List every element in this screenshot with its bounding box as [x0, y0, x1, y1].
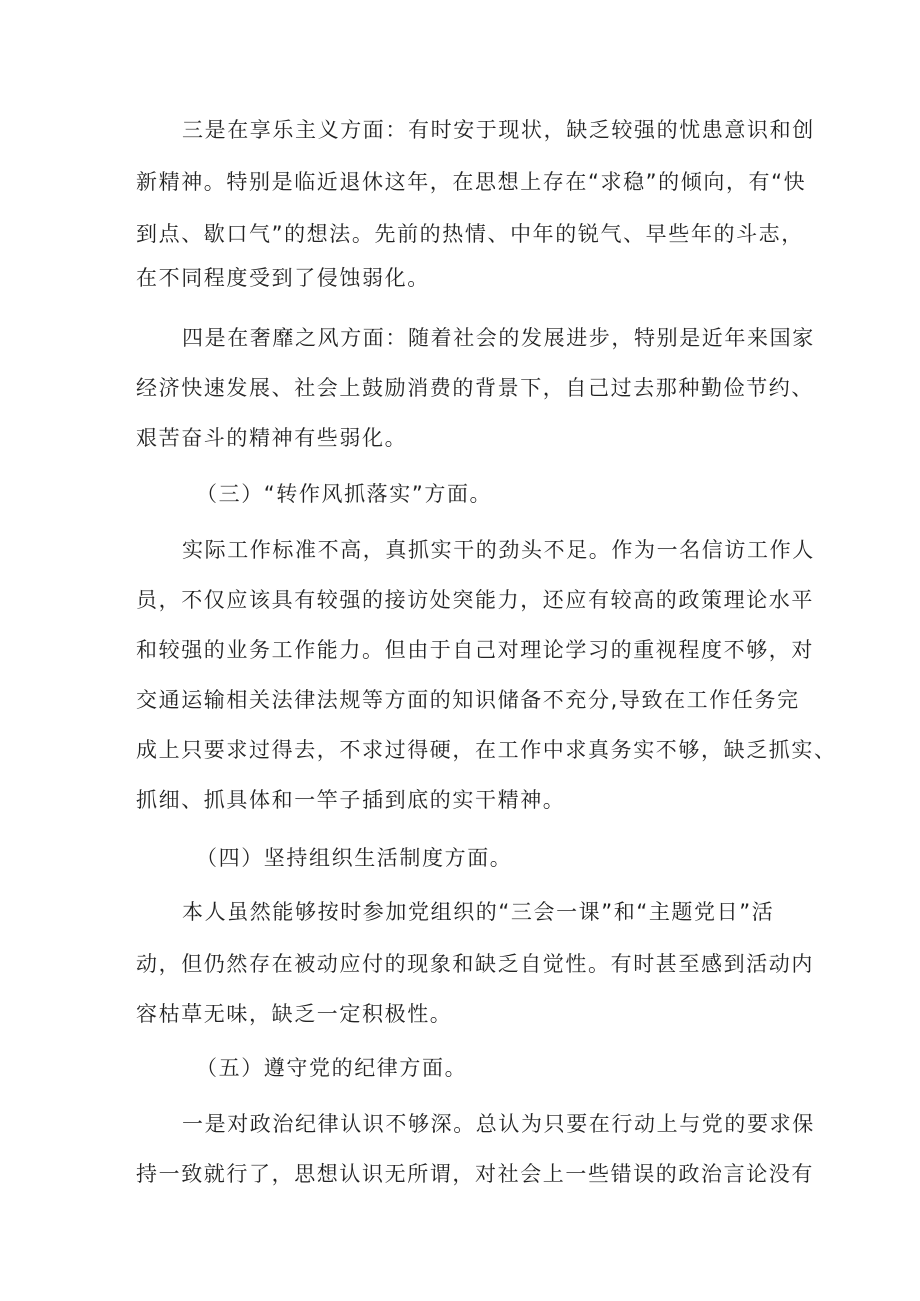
- text-line: 员，不仅应该具有较强的接访处突能力，还应有较高的政策理论水平: [136, 588, 814, 612]
- text-line: 容枯草无味，缺乏一定积极性。: [136, 1002, 453, 1026]
- section-heading-5: （五）遵守党的纪律方面。: [196, 1056, 468, 1080]
- text-line: 交通运输相关法律法规等方面的知识储备不充分,导致在工作任务完: [136, 688, 800, 712]
- text-line: 动，但仍然存在被动应付的现象和缺乏自觉性。有时甚至感到活动内: [136, 952, 814, 976]
- text-line: 经济快速发展、社会上鼓励消费的背景下，自己过去那种勤俭节约、: [136, 376, 814, 400]
- text-line: 持一致就行了，思想认识无所谓，对社会上一些错误的政治言论没有: [136, 1162, 814, 1186]
- text-line: 一是对政治纪律认识不够深。总认为只要在行动上与党的要求保: [182, 1112, 815, 1136]
- text-line: 三是在享乐主义方面：有时安于现状，缺乏较强的忧患意识和创: [182, 118, 815, 142]
- text-line: 四是在奢靡之风方面：随着社会的发展进步，特别是近年来国家: [182, 326, 815, 350]
- section-heading-3: （三）“转作风抓落实”方面。: [196, 482, 493, 506]
- text-line: 本人虽然能够按时参加党组织的“三会一课”和“主题党日”活: [182, 900, 775, 924]
- text-line: 实际工作标准不高，真抓实干的劲头不足。作为一名信访工作人: [182, 538, 815, 562]
- text-line: 在不同程度受到了侵蚀弱化。: [136, 266, 430, 290]
- text-line: 到点、歇口气”的想法。先前的热情、中年的锐气、早些年的斗志，: [136, 222, 804, 246]
- text-line: 成上只要求过得去，不求过得硬，在工作中求真务实不够，缺乏抓实、: [136, 738, 837, 762]
- text-line: 抓细、抓具体和一竿子插到底的实干精神。: [136, 788, 566, 812]
- text-line: 新精神。特别是临近退休这年，在思想上存在“求稳”的倾向，有“快: [136, 170, 807, 194]
- text-line: 艰苦奋斗的精神有些弱化。: [136, 426, 408, 450]
- section-heading-4: （四）坚持组织生活制度方面。: [196, 846, 513, 870]
- text-line: 和较强的业务工作能力。但由于自己对理论学习的重视程度不够，对: [136, 638, 814, 662]
